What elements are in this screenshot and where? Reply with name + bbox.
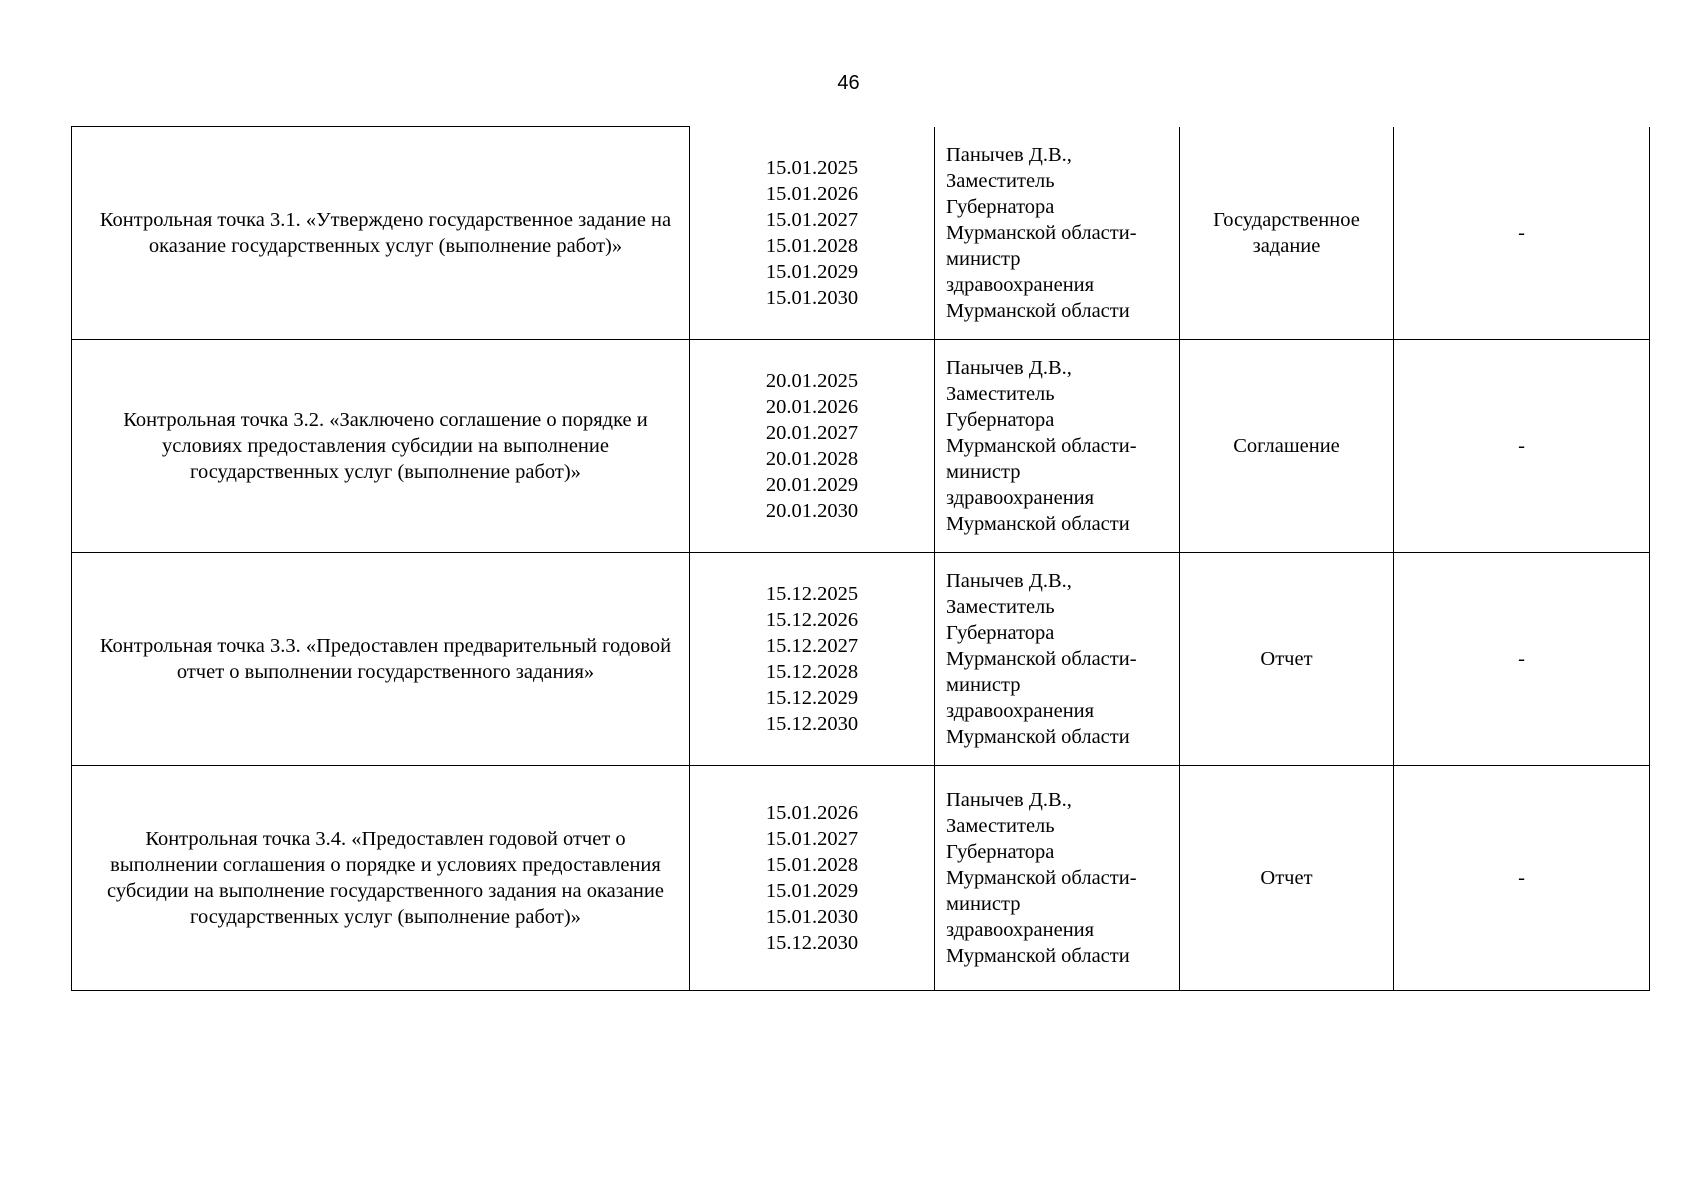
control-point-name: Контрольная точка 3.3. «Предоставлен предварительный годовой отчет о выполнении государственного задания» xyxy=(99,635,672,683)
date-value: 15.01.2026 xyxy=(765,182,859,205)
responsible-line: Мурманской области- xyxy=(946,867,1137,889)
responsible-line: Мурманской области xyxy=(946,945,1130,967)
date-value: 20.01.2029 xyxy=(765,474,859,496)
date-value: 20.01.2028 xyxy=(765,448,859,470)
responsible-person-cell xyxy=(935,340,1180,553)
responsible-line: Мурманской области- xyxy=(946,435,1137,457)
document-type-cell xyxy=(1180,340,1394,553)
date-value: 20.01.2027 xyxy=(765,422,859,444)
responsible-line: Заместитель xyxy=(946,383,1055,405)
date-value: 20.01.2026 xyxy=(765,396,859,418)
date-value: 15.12.2027 xyxy=(765,635,859,657)
date-value: 15.01.2027 xyxy=(765,828,859,850)
responsible-line: здравоохранения xyxy=(946,487,1095,509)
responsible-person-cell xyxy=(935,127,1180,340)
date-value: 15.01.2029 xyxy=(765,260,859,283)
responsible-line: Панычев Д.В., xyxy=(946,143,1072,166)
date-value: 15.01.2029 xyxy=(765,880,859,902)
responsible-line: Губернатора xyxy=(946,195,1055,218)
date-value: 15.01.2027 xyxy=(765,208,859,231)
control-point-dates-cell xyxy=(690,340,935,553)
date-value: 20.01.2030 xyxy=(765,500,859,522)
responsible-line: Мурманской области xyxy=(946,726,1130,748)
note-value: - xyxy=(1518,435,1525,457)
date-value: 15.01.2028 xyxy=(765,234,859,257)
note-cell xyxy=(1394,766,1650,991)
control-point-name-cell xyxy=(72,340,690,553)
responsible-line: министр xyxy=(946,674,1021,696)
date-value: 15.12.2026 xyxy=(765,609,859,631)
responsible-line: Панычев Д.В., xyxy=(946,570,1072,592)
date-value: 15.12.2025 xyxy=(765,583,859,605)
table-row xyxy=(72,127,1650,340)
document-type-cell xyxy=(1180,127,1394,340)
date-value: 15.12.2030 xyxy=(765,932,859,954)
responsible-line: Мурманской области- xyxy=(946,221,1137,244)
control-point-name-cell xyxy=(72,553,690,766)
responsible-line: Мурманской области- xyxy=(946,648,1137,670)
responsible-line: здравоохранения xyxy=(946,273,1095,296)
responsible-line: Заместитель xyxy=(946,596,1055,618)
date-value: 20.01.2025 xyxy=(765,370,859,392)
date-value: 15.01.2026 xyxy=(765,802,859,824)
document-type: Соглашение xyxy=(1233,435,1340,457)
date-value: 15.01.2025 xyxy=(765,156,859,179)
control-point-dates-cell xyxy=(690,553,935,766)
responsible-line: министр xyxy=(946,461,1021,483)
control-point-name: Контрольная точка 3.4. «Предоставлен годовой отчет о выполнении соглашения о порядке и условиях предоставления субсидии на выполнение государственного задания на оказание государственных услуг (выполнение работ)» xyxy=(107,828,664,928)
responsible-line: Губернатора xyxy=(946,841,1055,863)
responsible-line: здравоохранения xyxy=(946,700,1095,722)
responsible-line: здравоохранения xyxy=(946,919,1095,941)
note-value: - xyxy=(1518,867,1525,889)
page-number: 46 xyxy=(837,72,860,94)
responsible-line: Губернатора xyxy=(946,622,1055,644)
document-type: Государственное задание xyxy=(1213,208,1360,257)
control-point-dates-cell xyxy=(690,127,935,340)
note-value: - xyxy=(1518,221,1525,244)
control-point-dates-cell xyxy=(690,766,935,991)
document-type: Отчет xyxy=(1260,648,1313,670)
responsible-line: министр xyxy=(946,247,1021,270)
date-value: 15.01.2030 xyxy=(765,286,859,309)
document-type: Отчет xyxy=(1260,867,1313,889)
note-cell xyxy=(1394,553,1650,766)
table-row xyxy=(72,553,1650,766)
responsible-person-cell xyxy=(935,553,1180,766)
responsible-line: Заместитель xyxy=(946,169,1055,192)
note-value: - xyxy=(1518,648,1525,670)
date-value: 15.01.2030 xyxy=(765,906,859,928)
control-points-table xyxy=(71,126,1650,991)
date-value: 15.12.2029 xyxy=(765,687,859,709)
responsible-line: министр xyxy=(946,893,1021,915)
date-value: 15.01.2028 xyxy=(765,854,859,876)
control-point-name-cell xyxy=(72,127,690,340)
date-value: 15.12.2028 xyxy=(765,661,859,683)
note-cell xyxy=(1394,127,1650,340)
responsible-line: Мурманской области xyxy=(946,299,1130,322)
responsible-person-cell xyxy=(935,766,1180,991)
table-row xyxy=(72,340,1650,553)
responsible-line: Панычев Д.В., xyxy=(946,357,1072,379)
document-type-cell xyxy=(1180,553,1394,766)
document-type-cell xyxy=(1180,766,1394,991)
responsible-line: Мурманской области xyxy=(946,513,1130,535)
responsible-line: Панычев Д.В., xyxy=(946,789,1072,811)
responsible-line: Губернатора xyxy=(946,409,1055,431)
table-row xyxy=(72,766,1650,991)
control-point-name-cell xyxy=(72,766,690,991)
responsible-line: Заместитель xyxy=(946,815,1055,837)
note-cell xyxy=(1394,340,1650,553)
control-point-name: Контрольная точка 3.2. «Заключено соглашение о порядке и условиях предоставления субсидии на выполнение государственных услуг (выполнение работ)» xyxy=(123,409,648,483)
date-value: 15.12.2030 xyxy=(765,713,859,735)
control-point-name: Контрольная точка 3.1. «Утверждено государственное задание на оказание государственных услуг (выполнение работ)» xyxy=(99,209,672,257)
